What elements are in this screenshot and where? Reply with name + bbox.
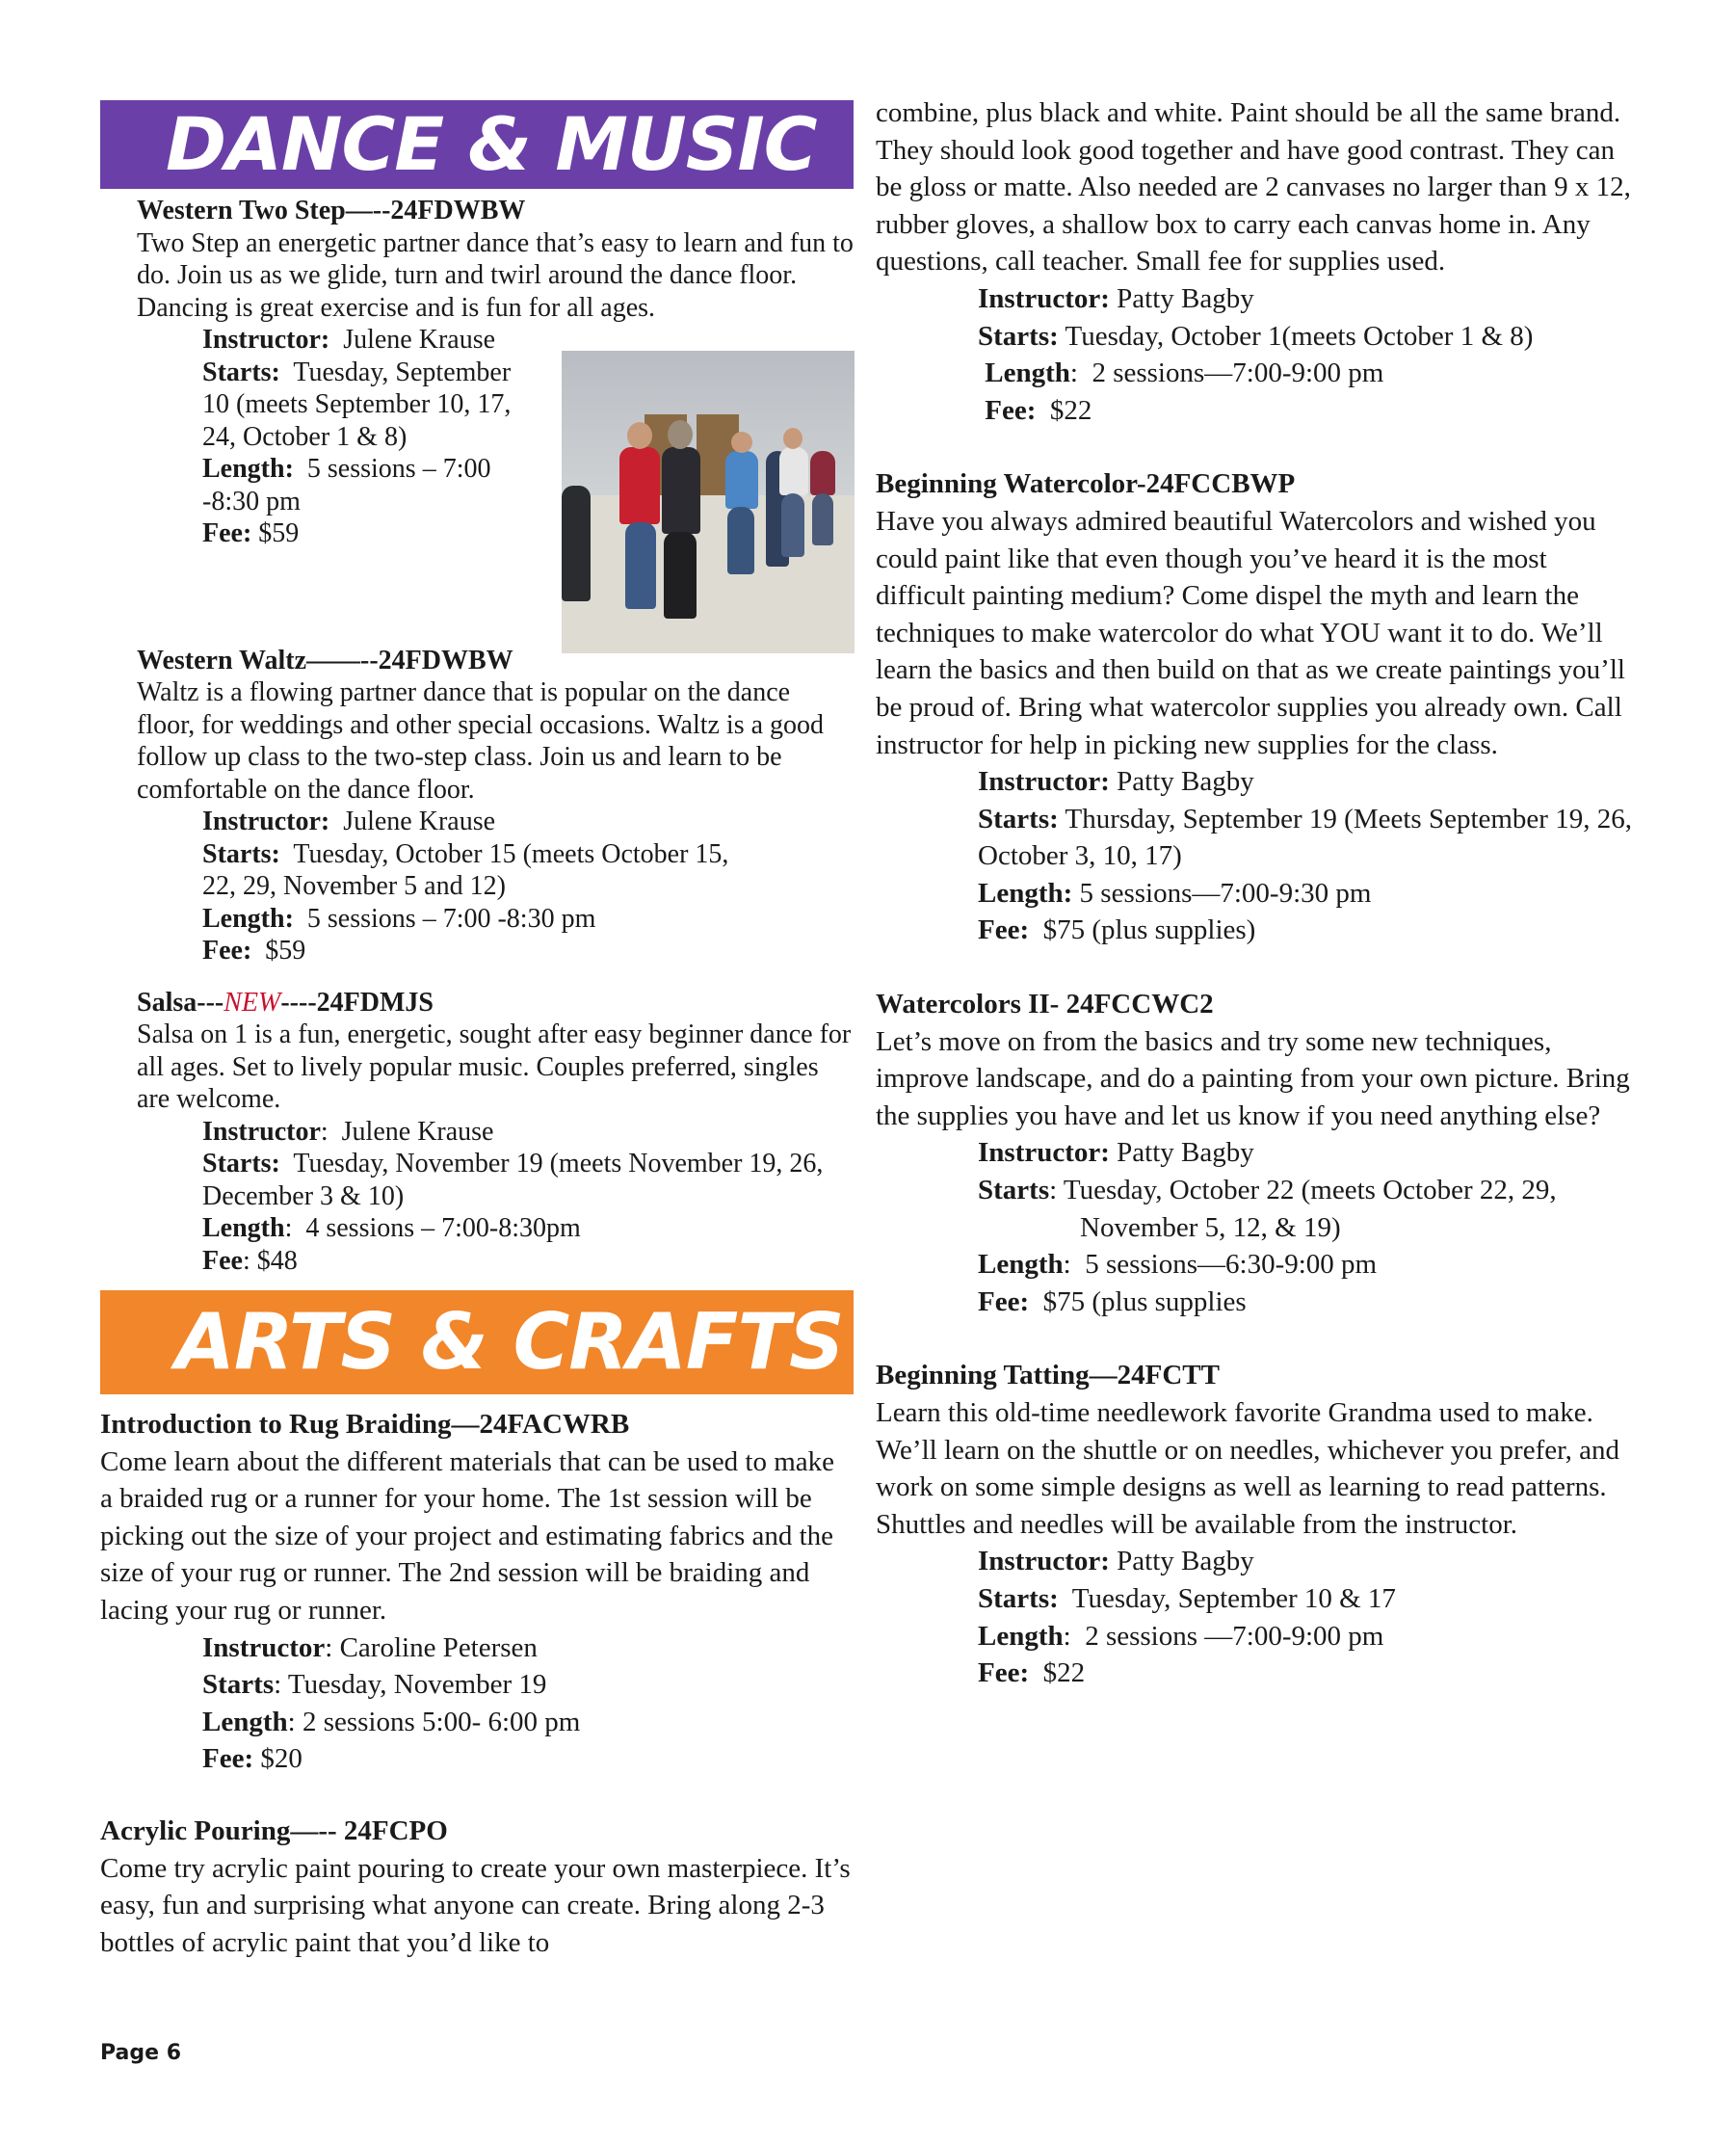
starts-value-continued: November 5, 12, & 19) bbox=[1080, 1211, 1341, 1243]
photo-dancer bbox=[562, 486, 591, 601]
new-badge: NEW bbox=[224, 987, 281, 1018]
fee-value: $75 (plus supplies bbox=[1042, 1285, 1247, 1317]
dance-music-banner: DANCE & MUSIC bbox=[100, 100, 854, 189]
course-details: Instructor: Julene Krause Starts: Tuesday, October 15 (meets October 15, 22, 29, November 5 and 12) Length: 5 sessions – 7:00 -8:30 pm Fee: $59 bbox=[202, 807, 729, 966]
right-column bbox=[876, 94, 1637, 1692]
western-waltz-section bbox=[100, 645, 854, 967]
photo-floor bbox=[562, 495, 855, 653]
fee-value: $48 bbox=[250, 1245, 298, 1276]
fee-value: $59 bbox=[265, 936, 306, 966]
starts-value: Tuesday, November 19 bbox=[287, 1669, 547, 1701]
length-value: 2 sessions 5:00- 6:00 pm bbox=[302, 1706, 581, 1737]
section-description: Come learn about the different materials that can be used to make a braided rug or a runner for your home. The 1st session will be picking out the size of your project and estimating fabrics and the size of your rug or runner. The 2nd session will be braiding and lacing your rug or runner. bbox=[100, 1445, 835, 1626]
photo-dancer bbox=[779, 447, 808, 495]
starts-value: Tuesday, September 10 (meets September 10, 17, 24, October 1 & 8) bbox=[202, 357, 512, 452]
photo-dancer bbox=[812, 493, 833, 545]
section-description: Waltz is a flowing partner dance that is popular on the dance floor, for weddings and other special occasions. Waltz is a good follow up class to the two-step class. Join us and learn to be comfortable on the dance floor. bbox=[137, 677, 825, 805]
section-title: Western Waltz——--24FDWBW bbox=[137, 645, 513, 675]
section-title: Western Two Step—--24FDWBW bbox=[137, 196, 526, 225]
length-value: 2 sessions—7:00-9:00 pm bbox=[1092, 358, 1384, 389]
starts-value: Tuesday, October 22 (meets October 22, 29, bbox=[1063, 1175, 1557, 1206]
dance-class-photo bbox=[562, 351, 855, 653]
starts-value: Tuesday, October 15 (meets October 15, 22, 29, November 5 and 12) bbox=[202, 838, 729, 901]
starts-value: Thursday, September 19 (Meets September 19, 26, October 3, 10, 17) bbox=[978, 803, 1632, 872]
photo-dancer bbox=[725, 451, 758, 509]
section-title: Beginning Watercolor-24FCCBWP bbox=[876, 468, 1296, 500]
section-title: Watercolors II- 24FCCWC2 bbox=[876, 989, 1214, 1020]
section-description: Learn this old-time needlework favorite Grandma used to make. We’ll learn on the shuttle or on needles, whichever you prefer, and work on some simple designs as well as learning to read patterns. Shuttles and needles will be available from the instructor. bbox=[876, 1397, 1619, 1540]
section-description: Come try acrylic paint pouring to create your own masterpiece. It’s easy, fun and surprising what anyone can create. Bring along 2-3 bottles of acrylic paint that you’d like to bbox=[100, 1852, 851, 1958]
course-details: Instructor: Patty Bagby Starts: Tuesday, October 1(meets October 1 & 8) Length: 2 sessions—7:00-9:00 pm Fee: $22 bbox=[978, 282, 1534, 426]
fee-value: $59 bbox=[251, 518, 300, 548]
instructor-value: Patty Bagby bbox=[1117, 766, 1254, 798]
section-description: combine, plus black and white. Paint should be all the same brand. They should look good together and have good contrast. They can be gloss or matte. Also needed are 2 canvases no larger than 9 x 12, rubber gloves, a shallow box to carry each canvas home in. Any questions, call teacher. Small fee for supplies used. bbox=[876, 97, 1631, 278]
instructor-value: Patty Bagby bbox=[1117, 1546, 1254, 1577]
section-description: Salsa on 1 is a fun, energetic, sought after easy beginner dance for all ages. Set to lively popular music. Couples preferred, singles are welcome. bbox=[137, 1020, 852, 1114]
section-title: Beginning Tatting—24FCTT bbox=[876, 1360, 1220, 1391]
photo-dancer bbox=[662, 447, 700, 534]
photo-dancer-head bbox=[627, 422, 652, 449]
course-details: Instructor: Julene Krause Starts: Tuesday, November 19 (meets November 19, 26, December 3 & 10) Length: 4 sessions – 7:00-8:30pm Fee: $48 bbox=[202, 1116, 824, 1276]
acrylic-pouring-continued bbox=[876, 94, 1637, 429]
rug-braiding-section bbox=[100, 1406, 854, 1778]
salsa-section bbox=[100, 987, 854, 1278]
photo-dancer bbox=[727, 507, 754, 574]
instructor-value: Patty Bagby bbox=[1117, 1137, 1254, 1169]
length-value: 2 sessions —7:00-9:00 pm bbox=[1085, 1620, 1384, 1652]
fee-value: $22 bbox=[1042, 1657, 1086, 1689]
length-value: 5 sessions—6:30-9:00 pm bbox=[1085, 1249, 1378, 1281]
arts-crafts-banner: ARTS & CRAFTS bbox=[100, 1290, 854, 1394]
starts-value: Tuesday, November 19 (meets November 19, 26, December 3 & 10) bbox=[202, 1149, 824, 1211]
length-value: 5 sessions – 7:00 -8:30 pm bbox=[202, 454, 491, 516]
instructor-value: Julene Krause bbox=[343, 325, 496, 355]
beginning-watercolor-section bbox=[876, 465, 1637, 949]
course-details: Instructor: Julene Krause Starts: Tuesday, September 10 (meets September 10, 17, 24, October 1 & 8) Length: 5 sessions – 7:00 -8:30 pm Fee: $59 bbox=[202, 325, 512, 548]
photo-dancer bbox=[625, 522, 656, 609]
photo-dancer bbox=[619, 447, 660, 524]
acrylic-pouring-section bbox=[100, 1813, 854, 1961]
starts-value: Tuesday, October 1(meets October 1 & 8) bbox=[1065, 320, 1534, 352]
section-title: Salsa---NEW----24FDMJS bbox=[137, 987, 434, 1018]
course-details: Instructor: Patty Bagby Starts: Thursday, September 19 (Meets September 19, 26, October 3, 10, 17) Length: 5 sessions—7:00-9:30 pm Fee: $75 (plus supplies) bbox=[978, 766, 1632, 946]
section-description: Two Step an energetic partner dance that’s easy to learn and fun to do. Join us as we glide, turn and twirl around the dance floor. Dancing is great exercise and is fun for all ages. bbox=[137, 227, 854, 323]
section-description: Have you always admired beautiful Watercolors and wished you could paint like that even though you’ve heard it is the most difficult painting medium? Come dispel the myth and learn the techniques to make watercolor do what YOU want it to do. We’ll learn the basics and then build on that as we create paintings you’ll be proud of. Bring what watercolor supplies you already own. Call instructor for help in picking new supplies for the class. bbox=[876, 505, 1625, 760]
instructor-value: Patty Bagby bbox=[1117, 282, 1254, 314]
instructor-value: Julene Krause bbox=[341, 1116, 494, 1147]
section-description: Let’s move on from the basics and try some new techniques, improve landscape, and do a painting from your own picture. Bring the supplies you have and let us know if you need anything else? bbox=[876, 1025, 1630, 1131]
photo-dancer bbox=[810, 451, 835, 495]
course-details: Instructor: Patty Bagby Starts: Tuesday, September 10 & 17 Length: 2 sessions —7:00-9:00 pm Fee: $22 bbox=[978, 1546, 1396, 1689]
length-value: 5 sessions – 7:00 -8:30 pm bbox=[306, 903, 596, 934]
length-value: 4 sessions – 7:00-8:30pm bbox=[305, 1213, 581, 1243]
photo-dancer bbox=[781, 493, 804, 557]
course-details: Instructor: Caroline Petersen Starts: Tuesday, November 19 Length: 2 sessions 5:00- 6:00 pm Fee: $20 bbox=[202, 1631, 581, 1775]
page-number: Page 6 bbox=[100, 2041, 182, 2065]
photo-dancer-head bbox=[668, 420, 693, 449]
fee-value: $20 bbox=[260, 1743, 302, 1775]
section-title: Acrylic Pouring—-- 24FCPO bbox=[100, 1814, 448, 1846]
length-value: 5 sessions—7:00-9:30 pm bbox=[1079, 877, 1372, 909]
instructor-value: Caroline Petersen bbox=[339, 1631, 538, 1663]
photo-dancer-head bbox=[783, 428, 802, 449]
fee-value: $22 bbox=[1049, 394, 1092, 426]
course-details: Instructor: Patty Bagby Starts: Tuesday, October 22 (meets October 22, 29, November 5, 12, & 19) Length: 5 sessions—6:30-9:00 pm Fee: $75 (plus supplies bbox=[876, 1134, 1637, 1320]
starts-value: Tuesday, September 10 & 17 bbox=[1071, 1582, 1396, 1614]
section-title: Introduction to Rug Braiding—24FACWRB bbox=[100, 1409, 630, 1440]
photo-dancer-head bbox=[731, 432, 752, 453]
fee-value: $75 (plus supplies) bbox=[1042, 914, 1256, 946]
watercolors-ii-section bbox=[876, 986, 1637, 1320]
beginning-tatting-section bbox=[876, 1357, 1637, 1691]
photo-dancer bbox=[664, 532, 697, 619]
instructor-value: Julene Krause bbox=[343, 807, 496, 836]
